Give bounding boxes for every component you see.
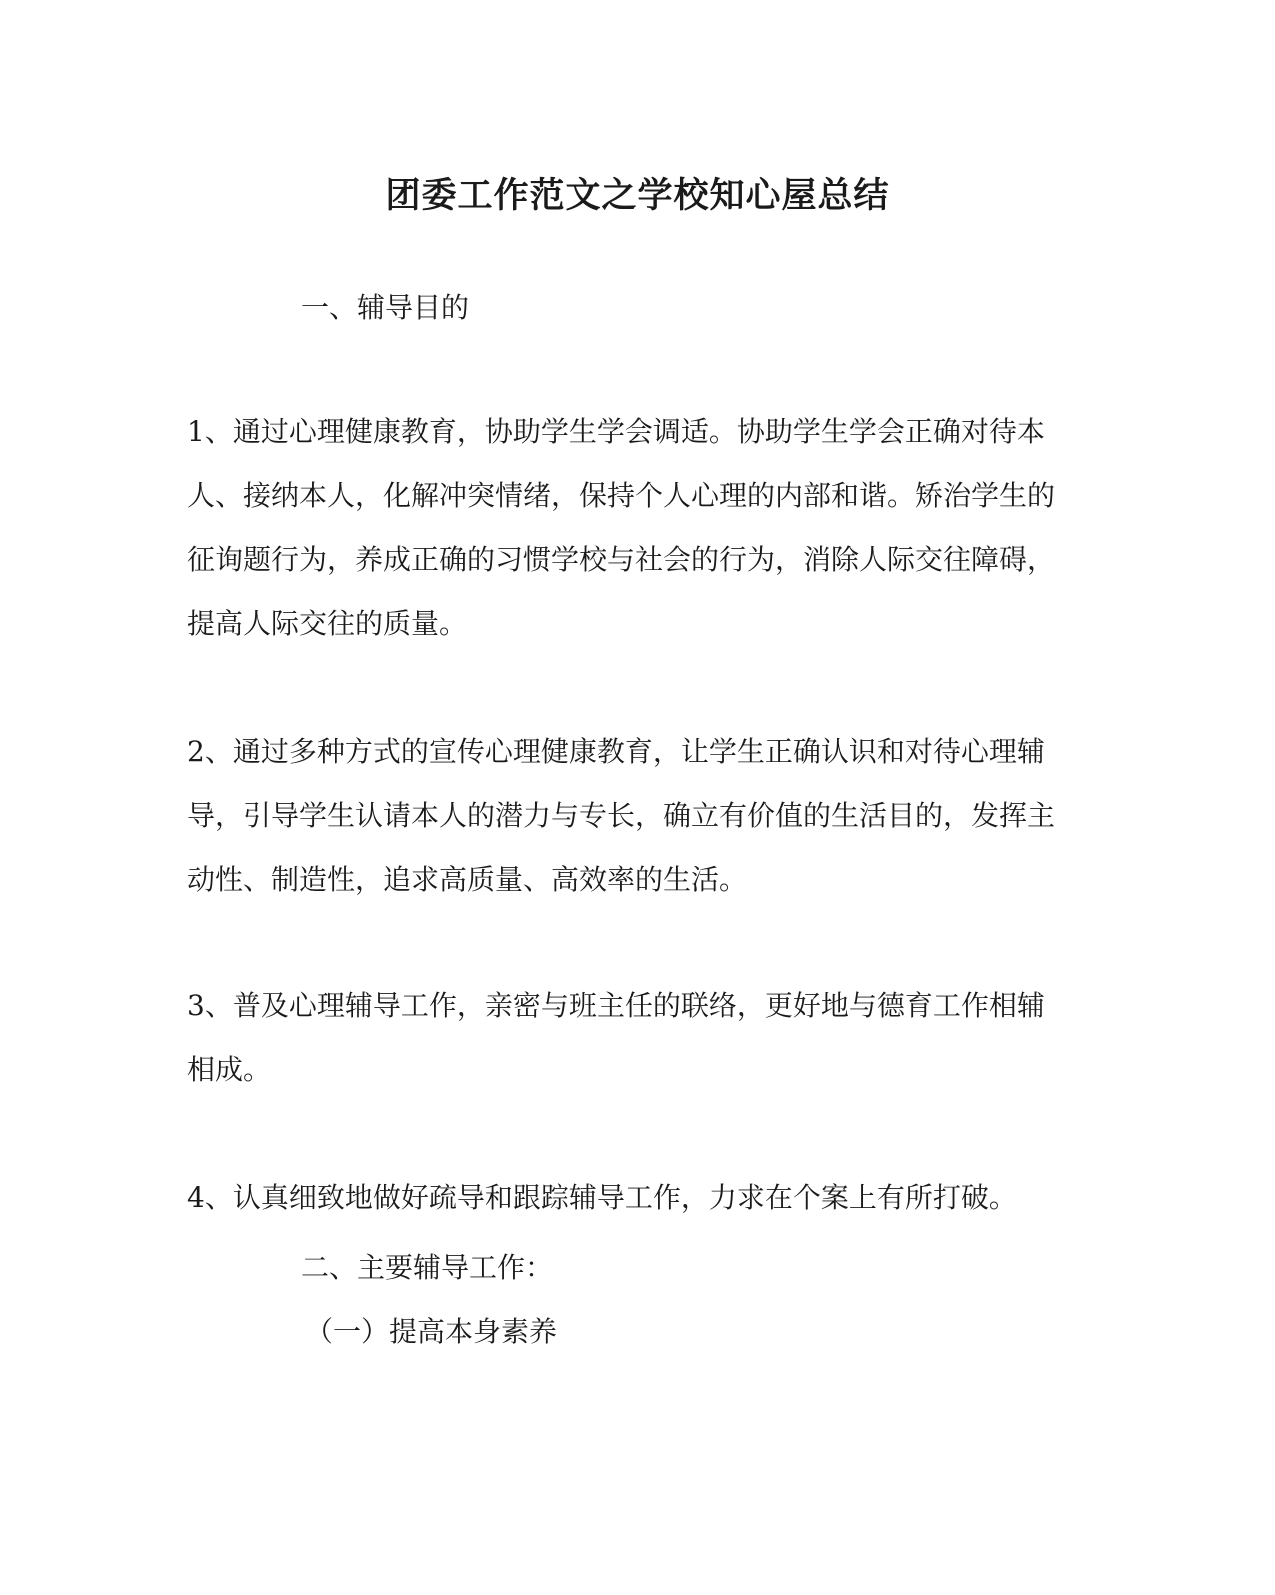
document-title: 团委工作范文之学校知心屋总结 — [385, 175, 890, 216]
paragraph-item-1: 1、通过心理健康教育，协助学生学会调适。协助学生学会正确对待本人、接纳本人，化解冲突情绪，保持个人心理的内部和谐。矫治学生的征询题行为，养成正确的习惯学校与社会的行为，消除人际交往障碍，提高人际交往的质量。 — [187, 415, 1056, 640]
subsection-heading-self-quality: （一）提高本身素养 — [305, 1315, 558, 1348]
section-heading-goals: 一、辅导目的 — [301, 291, 470, 324]
paragraph-item-3: 3、普及心理辅导工作，亲密与班主任的联络，更好地与德育工作相辅相成。 — [187, 989, 1045, 1086]
paragraph-item-4: 4、认真细致地做好疏导和跟踪辅导工作，力求在个案上有所打破。 — [187, 1181, 1017, 1214]
section-heading-main-work: 二、主要辅导工作： — [301, 1251, 554, 1284]
paragraph-item-2: 2、通过多种方式的宣传心理健康教育，让学生正确认识和对待心理辅导，引导学生认请本人的潜力与专长，确立有价值的生活目的，发挥主动性、制造性，追求高质量、高效率的生活。 — [187, 735, 1056, 896]
